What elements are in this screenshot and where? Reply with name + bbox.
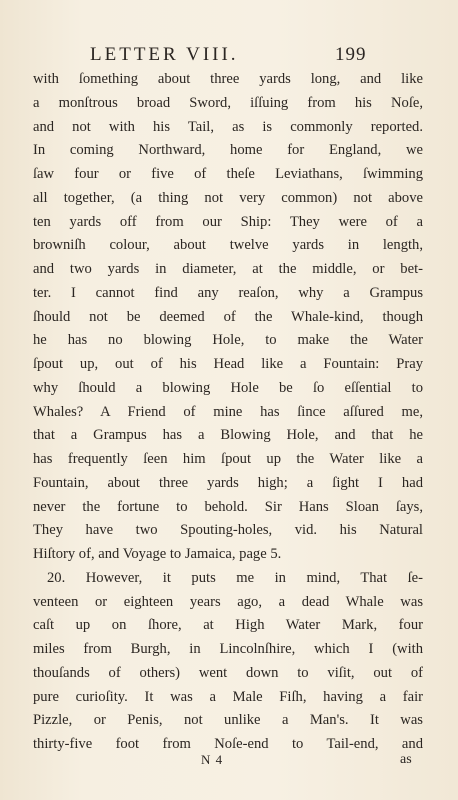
running-head: LETTER VIII. bbox=[90, 44, 239, 65]
page-footer bbox=[0, 752, 458, 774]
text-line: Hiſtory of, and Voyage to Jamaica, page 5. bbox=[33, 546, 282, 562]
text-line: never the fortune to behold. Sir Hans Sloan ſays, bbox=[33, 498, 423, 515]
text-line: ten yards off from our Ship: They were of a bbox=[33, 213, 423, 230]
page-header bbox=[0, 44, 458, 68]
page-number: 199 bbox=[335, 44, 367, 65]
text-line: caſt up on ſhore, at High Water Mark, four bbox=[33, 617, 423, 634]
text-line: ſhould not be deemed of the Whale-kind, though bbox=[33, 308, 423, 325]
signature-mark: N 4 bbox=[201, 752, 224, 767]
text-line: miles from Burgh, in Lincolnſhire, which I (with bbox=[33, 641, 423, 657]
text-line: ter. I cannot find any reaſon, why a Grampus bbox=[33, 284, 423, 301]
catchword: as bbox=[400, 752, 412, 767]
text-line: and two yards in diameter, at the middle, or bet- bbox=[33, 261, 423, 277]
text-line: In coming Northward, home for England, we bbox=[33, 142, 423, 159]
text-line: ſaw four or five of theſe Leviathans, ſwimming bbox=[33, 166, 423, 182]
text-line: thouſands of others) went down to viſit, out of bbox=[33, 664, 423, 681]
text-line: why ſhould a blowing Hole be ſo eſſential to bbox=[33, 379, 423, 396]
body-text bbox=[33, 68, 423, 757]
text-line: Whales? A Friend of mine has ſince aſſured me, bbox=[33, 403, 423, 420]
text-line: They have two Spouting-holes, vid. his Natural bbox=[33, 522, 423, 539]
text-line: all together, (a thing not very common) not above bbox=[33, 189, 423, 206]
text-line: venteen or eighteen years ago, a dead Whale was bbox=[33, 593, 423, 610]
text-line: thirty-five foot from Noſe-end to Tail-end, and bbox=[33, 736, 423, 752]
text-line: pure curioſity. It was a Male Fiſh, having a fair bbox=[33, 688, 423, 705]
text-line: and not with his Tail, as is commonly reported. bbox=[33, 118, 423, 135]
text-line: with ſomething about three yards long, and like bbox=[33, 71, 423, 87]
text-line: has frequently ſeen him ſpout up the Water like a bbox=[33, 451, 423, 467]
text-line: browniſh colour, about twelve yards in length, bbox=[33, 237, 423, 254]
text-line: a monſtrous broad Sword, iſſuing from his Noſe, bbox=[33, 94, 423, 111]
text-line: Pizzle, or Penis, not unlike a Man's. It was bbox=[33, 712, 423, 729]
text-line: ſpout up, out of his Head like a Fountain: Pray bbox=[33, 356, 423, 372]
text-line: 20. However, it puts me in mind, That ſe- bbox=[47, 569, 423, 586]
text-line: Fountain, about three yards high; a ſight I had bbox=[33, 474, 423, 491]
text-line: he has no blowing Hole, to make the Water bbox=[33, 332, 423, 349]
text-line: that a Grampus has a Blowing Hole, and that he bbox=[33, 427, 423, 444]
